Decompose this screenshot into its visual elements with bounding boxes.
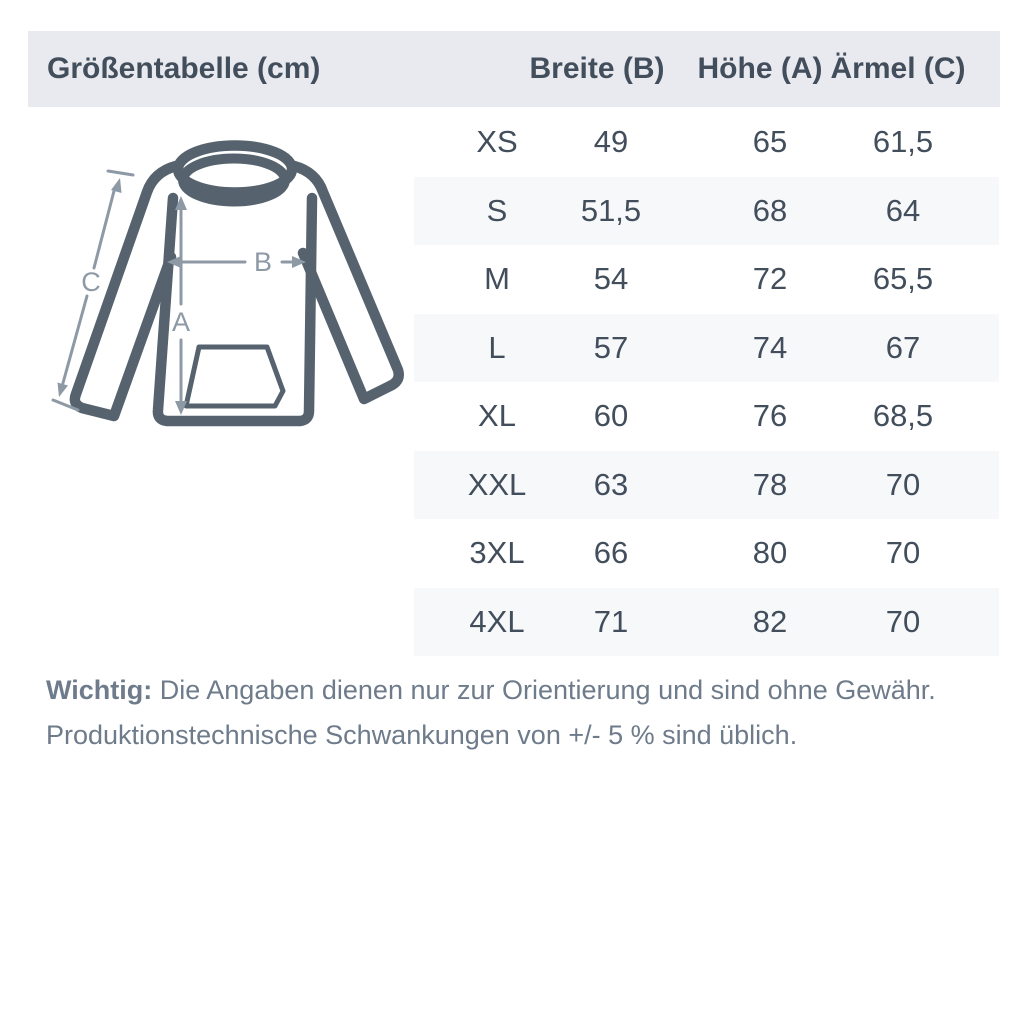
aermel-value: 68,5 — [872, 398, 934, 434]
breite-value: 63 — [593, 466, 629, 502]
table-row-xs — [414, 108, 999, 177]
breite-value: 54 — [593, 261, 629, 297]
table-row-xxl — [414, 451, 999, 520]
breite-value: 66 — [593, 535, 629, 571]
column-header-aermel: Ärmel (C) — [830, 52, 966, 85]
disclaimer-note — [46, 668, 986, 758]
aermel-value: 70 — [885, 466, 921, 502]
measure-label-b: B — [253, 247, 273, 277]
hoodie-pocket — [186, 347, 283, 406]
hoehe-value: 80 — [752, 535, 788, 571]
breite-value: 71 — [593, 603, 629, 639]
table-row-l — [414, 314, 999, 383]
table-header-bar — [28, 31, 1000, 107]
aermel-value: 65,5 — [872, 261, 934, 297]
column-header-hoehe: Höhe (A) — [697, 52, 823, 85]
breite-value: 57 — [593, 329, 629, 365]
measure-label-c: C — [81, 267, 101, 297]
size-table — [414, 108, 999, 656]
table-row-4xl — [414, 588, 999, 657]
hoehe-value: 76 — [752, 398, 788, 434]
breite-value: 49 — [593, 124, 629, 160]
breite-value: 60 — [593, 398, 629, 434]
hoehe-value: 72 — [752, 261, 788, 297]
measure-arrow-b — [167, 247, 306, 277]
disclaimer-line1: Die Angaben dienen nur zur Orientierung und sind ohne Gewähr. — [159, 675, 936, 705]
disclaimer-line2: Produktionstechnische Schwankungen von +/- 5 % sind üblich. — [46, 720, 798, 750]
size-label: 3XL — [469, 535, 525, 571]
measure-label-a: A — [171, 307, 191, 337]
hoodie-measurement-diagram — [30, 122, 410, 452]
size-label: 4XL — [469, 603, 525, 639]
chart-title: Größentabelle (cm) — [47, 52, 321, 85]
disclaimer-label: Wichtig: — [46, 675, 153, 705]
table-row-s — [414, 177, 999, 246]
breite-value: 51,5 — [580, 192, 642, 228]
hoehe-value: 68 — [752, 192, 788, 228]
hoehe-value: 78 — [752, 466, 788, 502]
aermel-value: 61,5 — [872, 124, 934, 160]
aermel-value: 67 — [885, 329, 921, 365]
measure-arrow-c — [53, 171, 133, 410]
size-label: S — [486, 192, 508, 228]
size-label: XXL — [467, 466, 527, 502]
size-label: XS — [476, 124, 518, 160]
size-label: XL — [478, 398, 516, 434]
aermel-value: 64 — [885, 192, 921, 228]
hoehe-value: 82 — [752, 603, 788, 639]
size-label: L — [488, 329, 506, 365]
aermel-value: 70 — [885, 603, 921, 639]
hoehe-value: 74 — [752, 329, 788, 365]
size-label: M — [484, 261, 510, 297]
table-row-3xl — [414, 519, 999, 588]
hoehe-value: 65 — [752, 124, 788, 160]
table-row-xl — [414, 382, 999, 451]
table-row-m — [414, 245, 999, 314]
column-header-breite: Breite (B) — [529, 52, 665, 85]
aermel-value: 70 — [885, 535, 921, 571]
